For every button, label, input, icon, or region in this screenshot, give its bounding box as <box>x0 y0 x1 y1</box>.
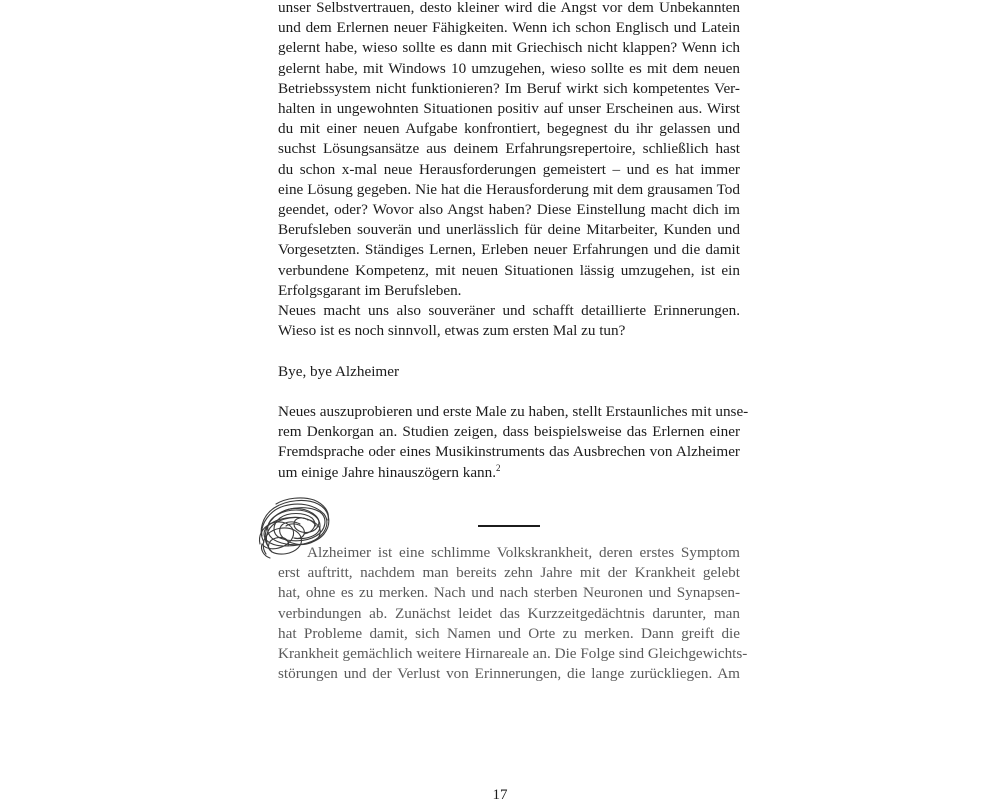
text-line: hat, ohne es zu merken. Nach und nach sterben Neuronen und Synapsen- <box>278 584 740 602</box>
text-line: Alzheimer ist eine schlimme Volkskrankheit, deren erstes Symptom <box>307 544 740 561</box>
intro-paragraph-text <box>278 0 740 301</box>
info-box <box>278 543 748 684</box>
section-divider <box>478 525 540 527</box>
text-line: unser Selbstvertrauen, desto kleiner wird die Angst vor dem Unbekannten <box>278 0 740 16</box>
text-line: Erfolgsgarant im Berufsleben. <box>278 281 462 299</box>
section-heading-text: Bye, bye Alzheimer <box>278 363 400 380</box>
text-line: eine Lösung gegeben. Nie hat die Herausforderung mit dem grausamen Tod <box>278 180 740 198</box>
section-heading <box>278 362 740 382</box>
text-line: und dem Erlernen neuer Fähigkeiten. Wenn ich schon Englisch und Latein <box>278 19 740 37</box>
text-line: du mit einer neuen Aufgabe konfrontiert, begegnest du ihr gelassen und <box>278 120 740 138</box>
text-line: verbindungen ab. Zunächst leidet das Kurzzeitgedächtnis darunter, man <box>278 604 740 622</box>
text-line: gelernt habe, wieso sollte es dann mit Griechisch nicht klappen? Wenn ich <box>278 39 740 57</box>
text-line: Neues auszuprobieren und erste Male zu haben, stellt Erstaunliches mit unse- <box>278 403 749 420</box>
text-line: rem Denkorgan an. Studien zeigen, dass beispielsweise das Erlernen einer <box>278 423 740 441</box>
text-line <box>278 463 740 483</box>
text-line: halten in ungewohnten Situationen positiv auf unser Erscheinen aus. Wirst <box>278 100 740 118</box>
text-line: Vorgesetzten. Ständiges Lernen, Erleben neuer Erfahrungen und die damit <box>278 241 740 259</box>
text-line: Neues macht uns also souveräner und schafft detaillierte Erinnerungen. <box>278 302 740 319</box>
text-line-content: um einige Jahre hinauszögern kann. <box>278 463 497 481</box>
text-line: hat Probleme damit, sich Namen und Orte zu merken. Dann greift die <box>278 624 740 642</box>
text-line: störungen und der Verlust von Erinnerungen, die lange zurückliegen. Am <box>278 665 740 683</box>
text-line: Fremdsprache oder eines Musikinstruments das Ausbrechen von Alzheimer <box>278 443 740 461</box>
text-line: erst auftritt, nachdem man bereits zehn Jahre mit der Krankheit gelebt <box>278 564 740 582</box>
text-line: Wieso ist es noch sinnvoll, etwas zum ersten Mal zu tun? <box>278 322 626 340</box>
text-line: Berufsleben souverän und unerlässlich für deine Mitarbeiter, Kunden und <box>278 221 740 239</box>
page-number: 17 <box>492 787 508 800</box>
text-line: suchst Lösungsansätze aus deinem Erfahrungsrepertoire, schließlich hast <box>278 140 740 158</box>
alzheimer-paragraph-text <box>278 402 749 483</box>
info-box-text <box>278 543 748 684</box>
intro-paragraph <box>278 0 740 301</box>
text-line: Betriebssystem nicht funktionieren? Im Beruf wirkt sich kompetentes Ver- <box>278 79 740 97</box>
neues-paragraph-text <box>278 301 740 341</box>
text-line: geendet, oder? Wovor also Angst haben? Diese Einstellung macht dich im <box>278 201 740 219</box>
text-line: du schon x-mal neue Herausforderungen gemeistert – und es hat immer <box>278 160 740 178</box>
text-line: gelernt habe, mit Windows 10 umzugehen, wieso sollte es mit dem neuen <box>278 59 740 77</box>
footnote-marker: 2 <box>496 462 501 473</box>
alzheimer-paragraph <box>278 402 749 483</box>
text-line: Krankheit gemächlich weitere Hirnareale an. Die Folge sind Gleichgewichts- <box>278 645 748 663</box>
text-line: verbundene Kompetenz, mit neuen Situationen lässig umzugehen, ist ein <box>278 261 740 279</box>
neues-paragraph <box>278 301 740 341</box>
